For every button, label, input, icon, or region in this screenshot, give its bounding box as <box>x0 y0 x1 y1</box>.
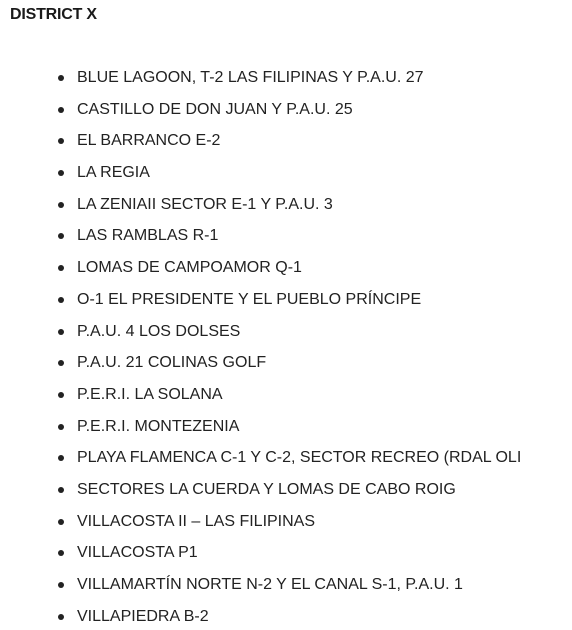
list-item-text: P.E.R.I. LA SOLANA <box>77 385 223 403</box>
bullet-icon <box>58 233 64 239</box>
bullet-icon <box>58 519 64 525</box>
list-item-text: O-1 EL PRESIDENTE Y EL PUEBLO PRÍNCIPE <box>77 290 422 308</box>
list-item <box>0 442 521 474</box>
list-item <box>0 537 521 569</box>
list-item <box>0 284 521 316</box>
list-item <box>0 506 521 538</box>
list-item-text: VILLACOSTA II – LAS FILIPINAS <box>77 512 316 530</box>
list-item <box>0 220 521 252</box>
bullet-icon <box>58 138 64 144</box>
bullet-icon <box>58 75 64 81</box>
list-item <box>0 62 521 94</box>
list-item <box>0 189 521 221</box>
list-item-text: SECTORES LA CUERDA Y LOMAS DE CABO ROIG <box>77 480 456 498</box>
list-item <box>0 347 521 379</box>
list-item <box>0 569 521 601</box>
list-item-text: LA ZENIAII SECTOR E-1 Y P.A.U. 3 <box>77 195 333 213</box>
list-item-text: P.A.U. 21 COLINAS GOLF <box>77 354 267 372</box>
list-item-text: PLAYA FLAMENCA C-1 Y C-2, SECTOR RECREO (RDAL OLI <box>77 449 522 467</box>
list-item-text: P.A.U. 4 LOS DOLSES <box>77 322 241 340</box>
list-item-text: CASTILLO DE DON JUAN Y P.A.U. 25 <box>77 100 353 118</box>
list-item-text: LAS RAMBLAS R-1 <box>77 227 219 245</box>
list-item <box>0 125 521 157</box>
bullet-icon <box>58 297 64 303</box>
bullet-icon <box>58 170 64 176</box>
bullet-icon <box>58 582 64 588</box>
list-item-text: VILLAMARTÍN NORTE N-2 Y EL CANAL S-1, P.A.U. 1 <box>77 576 463 593</box>
bullet-icon <box>58 550 64 556</box>
district-heading: DISTRICT X <box>10 6 97 23</box>
list-item-text: BLUE LAGOON, T-2 LAS FILIPINAS Y P.A.U. 27 <box>77 69 424 86</box>
district-list <box>0 62 521 630</box>
list-item <box>0 94 521 126</box>
list-item <box>0 411 521 443</box>
bullet-icon <box>58 360 64 366</box>
bullet-icon <box>58 202 64 208</box>
bullet-icon <box>58 455 64 461</box>
bullet-icon <box>58 392 64 398</box>
list-item-text: VILLACOSTA P1 <box>77 544 198 562</box>
bullet-icon <box>58 487 64 493</box>
bullet-icon <box>58 614 64 620</box>
bullet-icon <box>58 329 64 335</box>
list-item-text: P.E.R.I. MONTEZENIA <box>77 417 240 435</box>
list-item-text: VILLAPIEDRA B-2 <box>77 607 209 625</box>
list-item-text: EL BARRANCO E-2 <box>77 132 221 150</box>
list-item <box>0 379 521 411</box>
list-item <box>0 252 521 284</box>
bullet-icon <box>58 107 64 113</box>
list-item <box>0 157 521 189</box>
list-item <box>0 601 521 630</box>
list-item <box>0 316 521 348</box>
list-item-text: LOMAS DE CAMPOAMOR Q-1 <box>77 259 302 277</box>
bullet-icon <box>58 265 64 271</box>
bullet-icon <box>58 424 64 430</box>
list-item <box>0 474 521 506</box>
list-item-text: LA REGIA <box>77 164 150 182</box>
